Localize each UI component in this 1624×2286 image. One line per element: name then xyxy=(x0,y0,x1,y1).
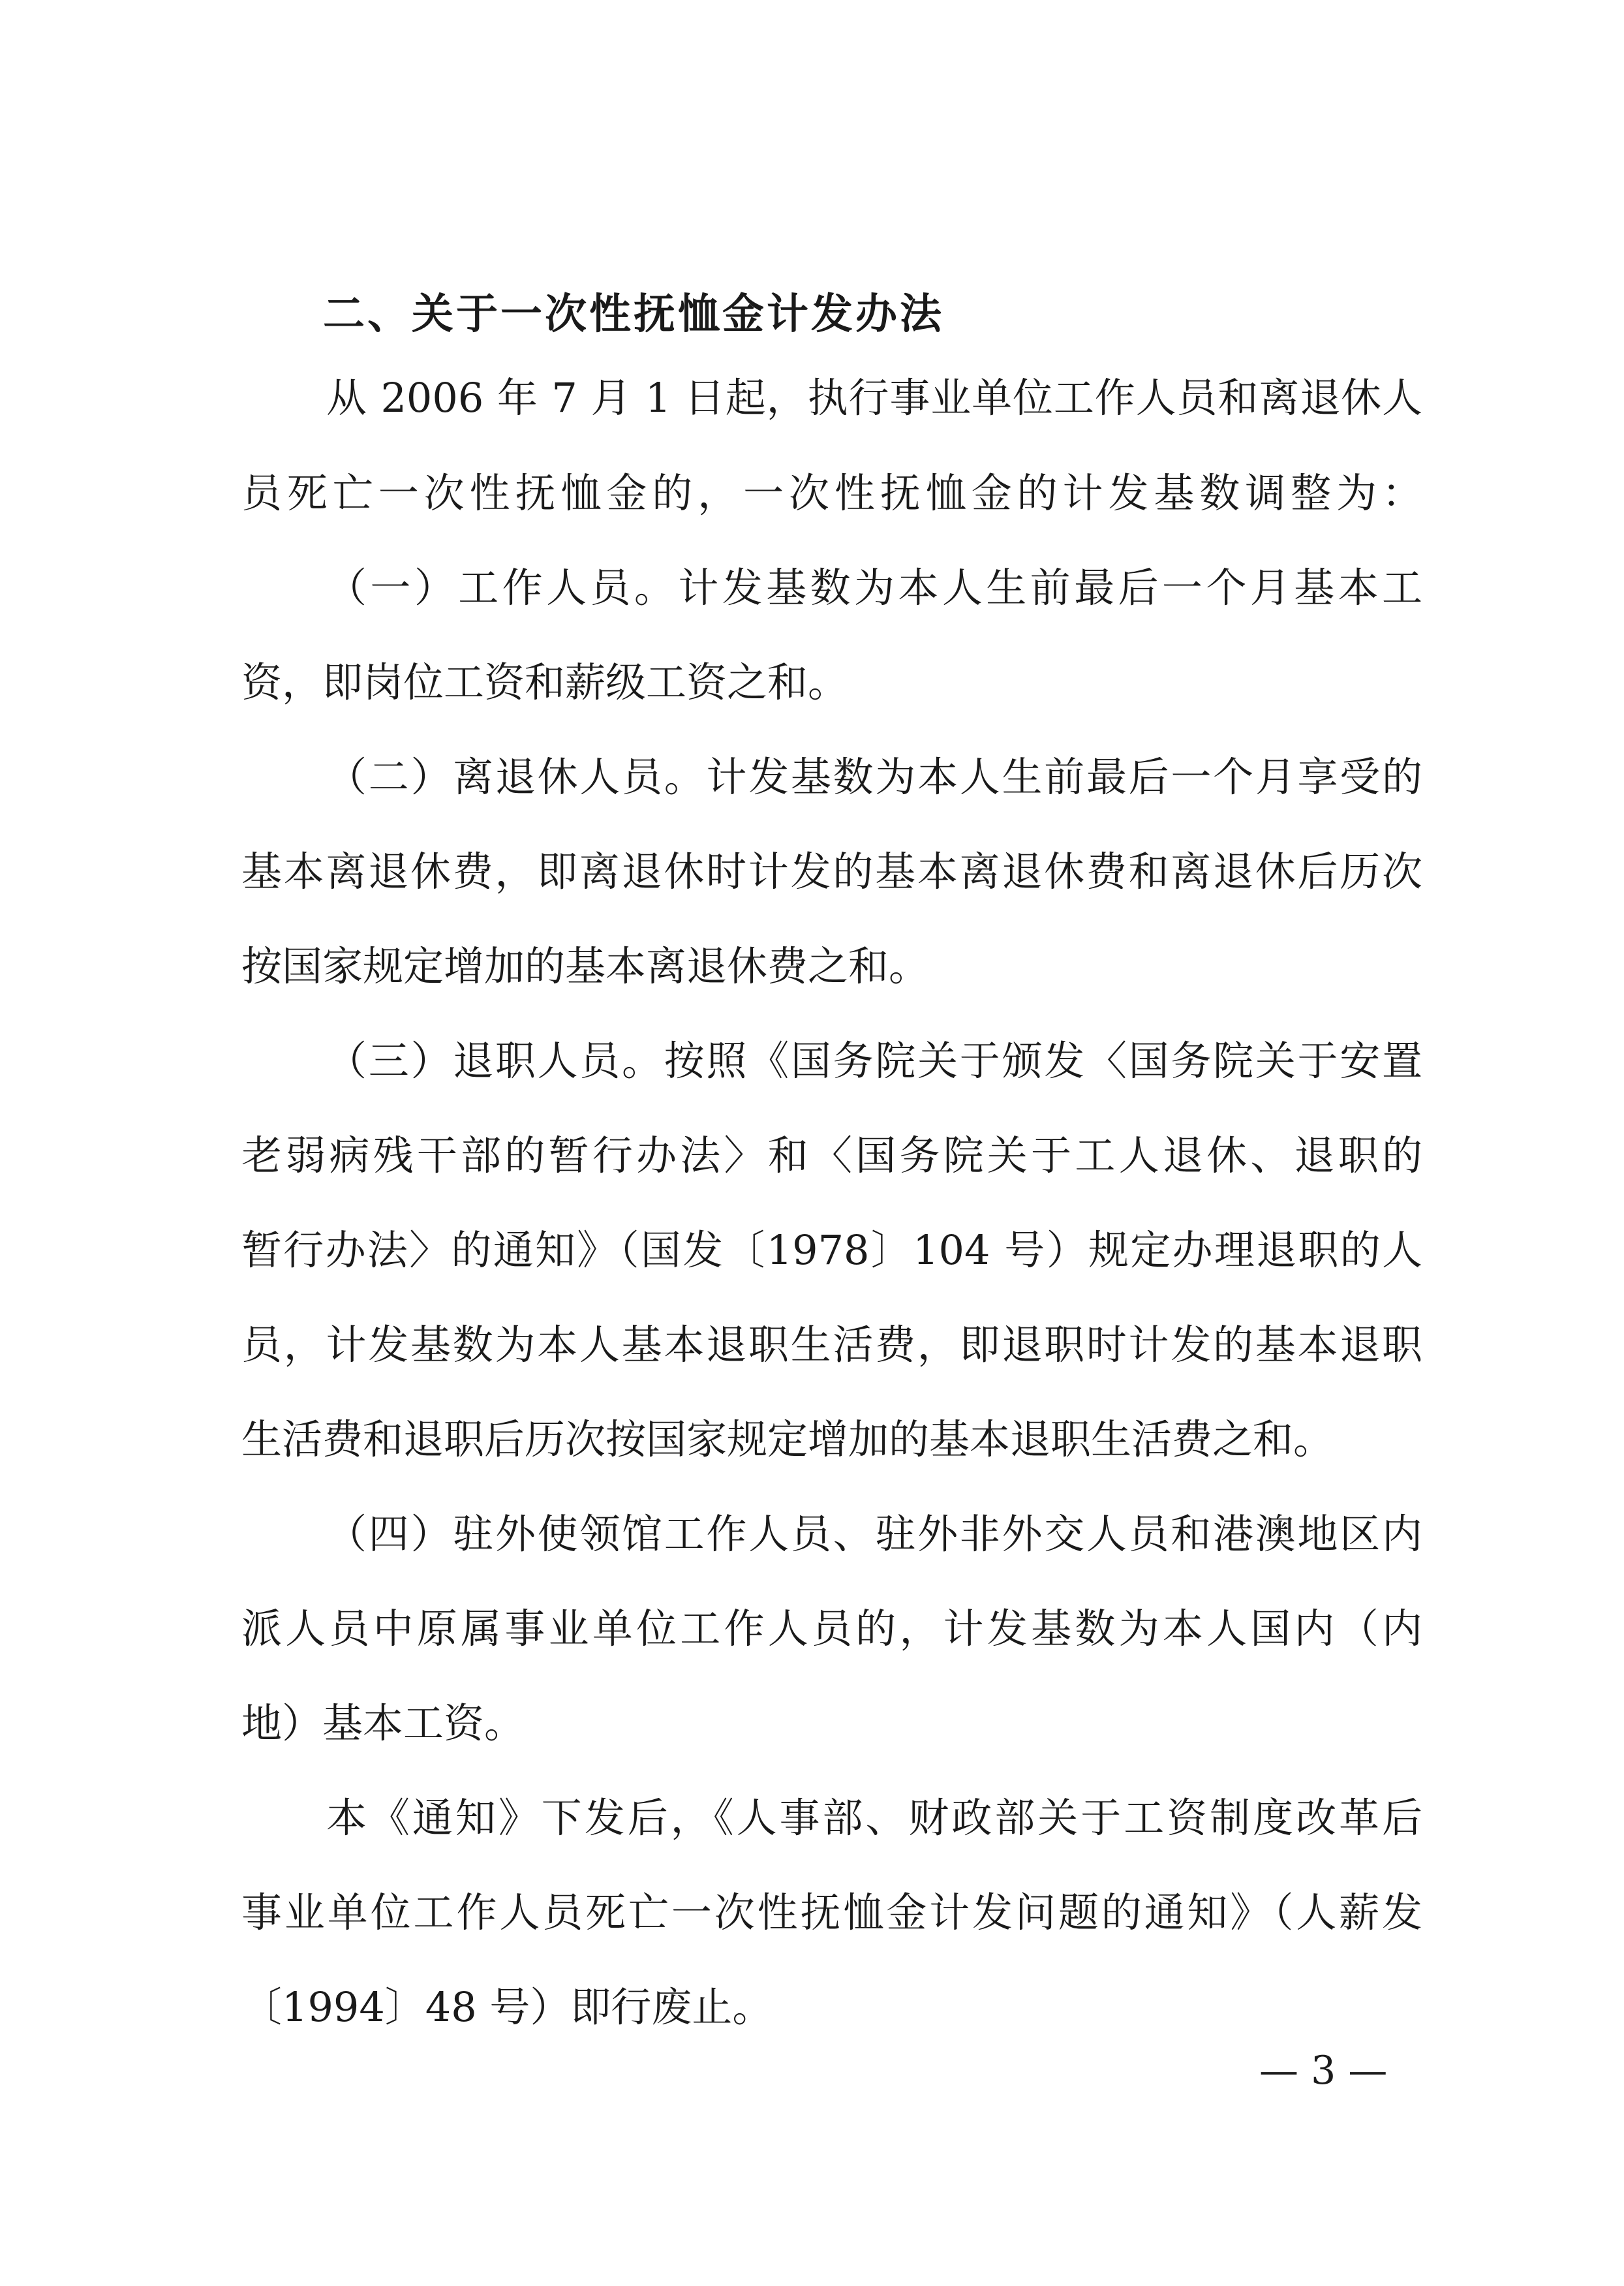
text-line: 从 2006 年 7 月 1 日起，执行事业单位工作人员和离退休人 xyxy=(326,374,1422,422)
text-line: 暂行办法〉的通知》（国发〔1978〕104 号）规定办理退职的人 xyxy=(241,1226,1422,1274)
text-line: （一）工作人员。计发基数为本人生前最后一个月基本工 xyxy=(326,564,1422,611)
page-number: — 3 — xyxy=(1259,2048,1388,2093)
text-line: 生活费和退职后历次按国家规定增加的基本退职生活费之和。 xyxy=(241,1415,1334,1463)
text-line: 基本离退休费，即离退休时计发的基本离退休费和离退休后历次 xyxy=(241,848,1422,895)
text-line: 老弱病残干部的暂行办法〉和〈国务院关于工人退休、退职的 xyxy=(241,1132,1422,1179)
text-line: 员，计发基数为本人基本退职生活费，即退职时计发的基本退职 xyxy=(241,1321,1422,1368)
text-line: 〔1994〕48 号）即行废止。 xyxy=(241,1983,773,2031)
text-line: 本《通知》下发后，《人事部、财政部关于工资制度改革后 xyxy=(326,1794,1422,1842)
text-line: 事业单位工作人员死亡一次性抚恤金计发问题的通知》（人薪发 xyxy=(241,1889,1422,1936)
text-line: 派人员中原属事业单位工作人员的，计发基数为本人国内（内 xyxy=(241,1605,1422,1652)
text-line: （二）离退休人员。计发基数为本人生前最后一个月享受的 xyxy=(326,753,1422,801)
text-line: （三）退职人员。按照《国务院关于颁发〈国务院关于安置 xyxy=(326,1037,1422,1085)
text-line: 地）基本工资。 xyxy=(241,1699,525,1747)
text-line: 按国家规定增加的基本离退休费之和。 xyxy=(241,942,930,990)
text-line: 员死亡一次性抚恤金的，一次性抚恤金的计发基数调整为： xyxy=(241,469,1422,517)
text-line: （四）驻外使领馆工作人员、驻外非外交人员和港澳地区内 xyxy=(326,1510,1422,1558)
section-heading: 二、关于一次性抚恤金计发办法 xyxy=(323,290,944,339)
text-line: 资，即岗位工资和薪级工资之和。 xyxy=(241,658,849,706)
